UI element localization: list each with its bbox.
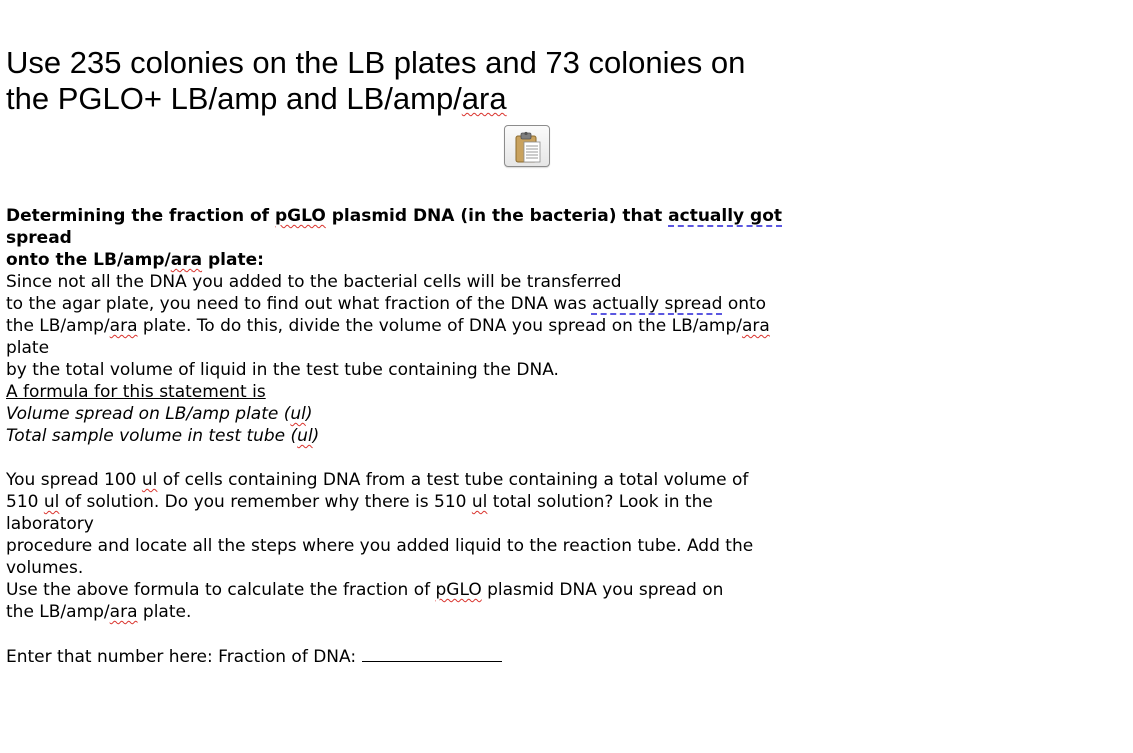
paragraph-line: plate <box>6 338 50 358</box>
paragraph-line <box>6 293 796 315</box>
question-line: volumes. <box>6 558 84 578</box>
heading-line-2 <box>6 81 745 117</box>
spelling-flag[interactable]: ara <box>170 250 203 270</box>
spelling-flag[interactable]: pGLO <box>275 206 326 226</box>
text-run: onto <box>722 294 767 314</box>
text-run: plate. <box>137 602 192 622</box>
spelling-flag[interactable]: ul <box>290 404 306 424</box>
spelling-flag[interactable]: ul <box>471 492 488 512</box>
blank-line <box>6 447 796 469</box>
text-run: onto the LB/amp/ <box>6 250 171 270</box>
spelling-flag[interactable]: ara <box>109 602 138 622</box>
spelling-flag[interactable]: ara <box>461 81 507 116</box>
spelling-flag[interactable]: pGLO <box>435 580 482 600</box>
text-run: ) <box>312 426 320 446</box>
document-body <box>6 205 796 667</box>
spelling-flag[interactable]: ara <box>109 316 138 336</box>
question-line: procedure and locate all the steps where you added liquid to the reaction tube. Add the <box>6 536 754 556</box>
spelling-flag[interactable]: ul <box>43 492 60 512</box>
section-title-line-3 <box>6 249 796 271</box>
question-line <box>6 579 796 601</box>
text-run: the LB/amp/ <box>6 316 110 336</box>
text-run: plasmid DNA (in the bacteria) that <box>325 206 669 226</box>
blank-line <box>6 623 796 645</box>
text-run: to the agar plate, you need to find out what fraction of the DNA was <box>6 294 592 314</box>
question-line <box>6 469 796 491</box>
formula-intro: A formula for this statement is <box>6 382 266 402</box>
text-run: of cells containing DNA from a test tube containing a total volume of <box>157 470 749 490</box>
section-title <box>6 205 796 227</box>
text-run: ) <box>305 404 313 424</box>
text-run: Use the above formula to calculate the fraction of <box>6 580 436 600</box>
clipboard-icon <box>513 130 543 164</box>
question-line <box>6 491 796 513</box>
section-title-line-2: spread <box>6 228 72 248</box>
text-run: the LB/amp/ <box>6 602 110 622</box>
text-run: plasmid DNA you spread on <box>481 580 724 600</box>
text-run: Volume spread on LB/amp plate ( <box>6 404 291 424</box>
heading-text: the PGLO+ LB/amp and LB/amp/ <box>6 81 462 116</box>
paragraph-line <box>6 315 796 337</box>
text-run: You spread 100 <box>6 470 142 490</box>
text-run: Total sample volume in test tube ( <box>6 426 298 446</box>
text-run: plate: <box>202 250 264 270</box>
formula-denominator <box>6 425 796 447</box>
paragraph-line: by the total volume of liquid in the test tube containing the DNA. <box>6 360 559 380</box>
text-run: plate. To do this, divide the volume of DNA you spread on the LB/amp/ <box>137 316 742 336</box>
text-run: of solution. Do you remember why there is 510 <box>59 492 472 512</box>
fraction-answer-blank[interactable] <box>362 645 502 662</box>
grammar-flag[interactable]: actually spread <box>591 294 723 314</box>
text-run: total solution? Look in the <box>487 492 713 512</box>
answer-line <box>6 645 796 667</box>
text-run: Determining the fraction of <box>6 206 275 226</box>
spelling-flag[interactable]: ul <box>141 470 158 490</box>
question-line: laboratory <box>6 514 94 534</box>
spelling-flag[interactable]: ul <box>297 426 313 446</box>
text-run: 510 <box>6 492 44 512</box>
spelling-flag[interactable]: ara <box>741 316 770 336</box>
formula-numerator <box>6 403 796 425</box>
heading <box>6 45 745 117</box>
answer-label: Enter that number here: Fraction of DNA: <box>6 647 357 667</box>
question-line <box>6 601 796 623</box>
grammar-flag[interactable]: actually got <box>668 206 783 226</box>
heading-line-1: Use 235 colonies on the LB plates and 73 colonies on <box>6 45 746 80</box>
paragraph-line: Since not all the DNA you added to the bacterial cells will be transferred <box>6 272 622 292</box>
paste-options-button[interactable] <box>504 125 550 167</box>
